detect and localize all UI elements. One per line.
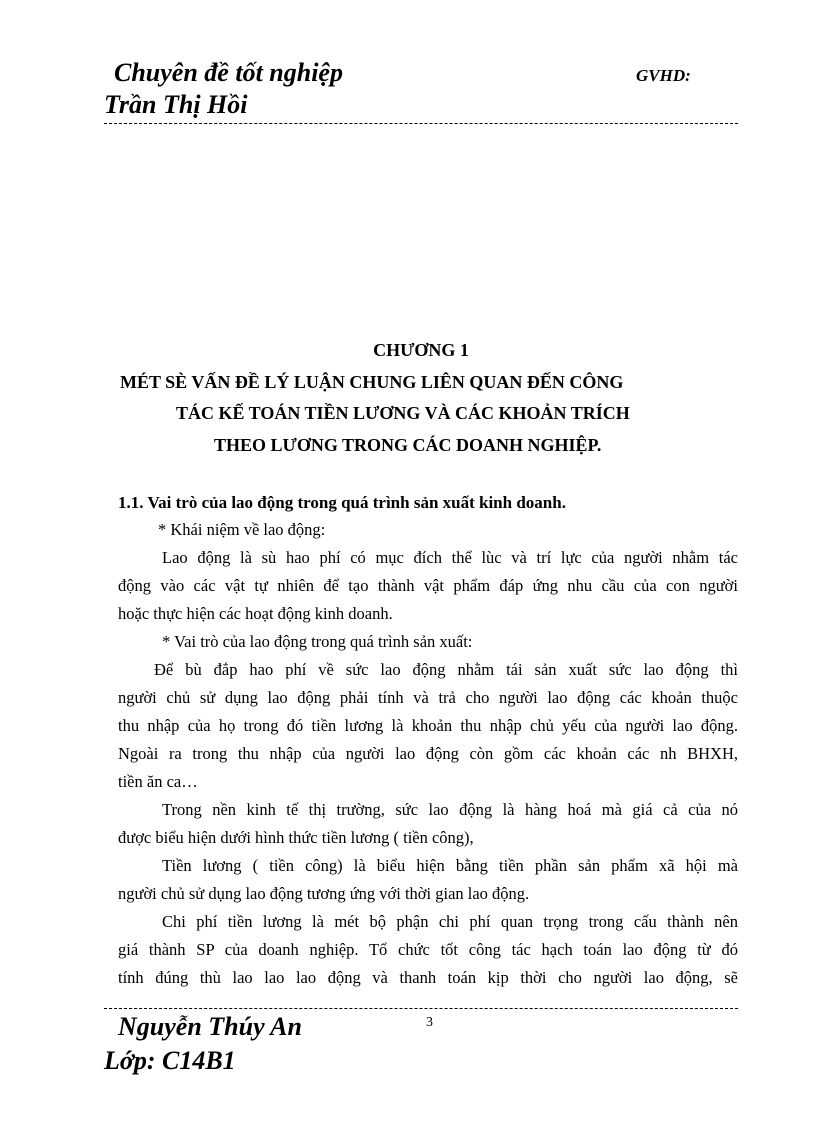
body-line: Trong nền kinh tế thị trường, sức lao động là hàng hoá mà giá cả của nó xyxy=(162,800,738,819)
body-line: người chủ sử dụng lao động phải tính và trả cho người lao động các khoản thuộc xyxy=(118,688,738,707)
chapter-title-line: THEO LƯƠNG TRONG CÁC DOANH NGHIỆP. xyxy=(214,435,602,455)
chapter-title-line: MÉT SÈ VẤN ĐỀ LÝ LUẬN CHUNG LIÊN QUAN ĐẾN CÔNG xyxy=(120,372,624,392)
header-author: Trần Thị Hồi xyxy=(104,90,248,119)
header-title: Chuyên đề tốt nghiệp xyxy=(114,58,343,87)
body-line: Chi phí tiền lương là mét bộ phận chi phí quan trọng trong cấu thành nên xyxy=(162,912,738,931)
body-line: Ngoài ra trong thu nhập của người lao động còn gồm các khoản các nh BHXH, xyxy=(118,744,738,763)
header-supervisor: GVHD: xyxy=(636,66,691,85)
footer-divider xyxy=(104,1008,738,1009)
section-heading: 1.1. Vai trò của lao động trong quá trình sản xuất kinh doanh. xyxy=(118,493,566,512)
chapter-title-line: TÁC KẾ TOÁN TIỀN LƯƠNG VÀ CÁC KHOẢN TRÍCH xyxy=(176,403,630,423)
body-line: được biểu hiện dưới hình thức tiền lương ( tiền công), xyxy=(118,828,474,847)
body-line: tiền ăn ca… xyxy=(118,772,198,791)
header-divider xyxy=(104,123,738,124)
body-line: giá thành SP của doanh nghiệp. Tổ chức tốt công tác hạch toán lao động từ đó xyxy=(118,940,738,959)
body-line: * Khái niệm về lao động: xyxy=(158,520,326,539)
page-number: 3 xyxy=(426,1015,433,1030)
body-line: động vào các vật tự nhiên để tạo thành vật phẩm đáp ứng nhu cầu của con người xyxy=(118,576,738,595)
body-line: Tiền lương ( tiền công) là biểu hiện bằng tiền phần sản phẩm xã hội mà xyxy=(162,856,738,875)
body-line: Lao động là sù hao phí có mục đích thể lùc và trí lực của người nhằm tác xyxy=(162,548,738,567)
body-line: thu nhập của họ trong đó tiền lương là khoản thu nhập chủ yếu của người lao động. xyxy=(118,716,738,735)
chapter-number: CHƯƠNG 1 xyxy=(373,340,469,360)
footer-author: Nguyễn Thúy An xyxy=(118,1012,302,1041)
body-line: * Vai trò của lao động trong quá trình sản xuất: xyxy=(162,632,473,651)
body-line: hoặc thực hiện các hoạt động kinh doanh. xyxy=(118,604,393,623)
footer-class: Lớp: C14B1 xyxy=(104,1046,236,1075)
body-line: Để bù đắp hao phí về sức lao động nhằm tái sản xuất sức lao động thì xyxy=(154,660,738,679)
body-line: người chủ sử dụng lao động tương ứng với thời gian lao động. xyxy=(118,884,530,903)
body-line: tính đúng thù lao lao lao động và thanh toán kịp thời cho người lao động, sẽ xyxy=(118,968,738,987)
